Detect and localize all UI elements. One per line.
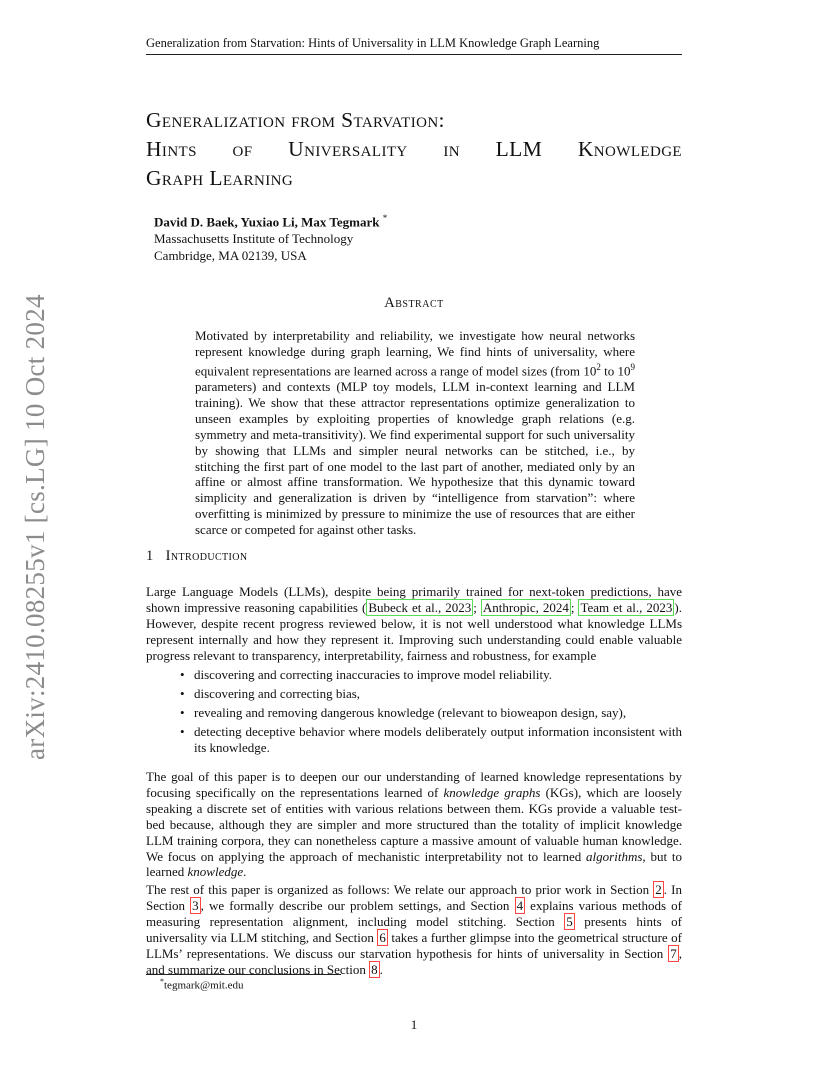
section-ref-link[interactable]: 7 <box>670 945 677 961</box>
text-run: presents hints of universality via LLM stitching, and Section <box>146 913 682 945</box>
footnote-mark: * <box>160 977 164 986</box>
exponent: 9 <box>630 361 635 372</box>
text-run: (KGs), which are loosely speaking a discrete set of entities with various relations between them. KGs provide a valuable test-bed because, although they are simpler and more structured than the totality of implicit knowledge LLM training corpora, they can nonetheless capture a massive amount of valuable human knowledge. We focus on applying the approach of mechanistic interpretability not to learned <box>146 784 683 864</box>
text-run: . <box>379 961 383 977</box>
intro-paragraph-3 <box>146 882 682 977</box>
section-ref-link[interactable]: 2 <box>655 882 662 897</box>
title-line-3: Graph Learning <box>146 166 294 190</box>
abstract-text <box>195 328 635 538</box>
abstract-part: Motivated by interpretability and reliability, we investigate how neural networks represent knowledge during graph learning, We find hints of universality, where equivalent representations are learned across a range of model sizes (from 10 <box>195 328 635 379</box>
page-number: 1 <box>410 1017 418 1032</box>
section-ref-link[interactable]: 4 <box>516 897 524 913</box>
text-run: explains various methods of measuring representation alignment, including model stitching. Section <box>146 897 683 929</box>
section-heading-introduction <box>146 548 248 565</box>
location: Cambridge, MA 02139, USA <box>154 248 307 264</box>
running-header: Generalization from Starvation: Hints of Universality in LLM Knowledge Graph Learning <box>146 36 682 55</box>
text-run: . <box>243 864 247 880</box>
text-run: , we formally describe our problem settings, and Section <box>200 897 515 913</box>
emphasis: knowledge graphs <box>443 784 541 800</box>
abstract-part: parameters) and contexts (MLP toy models, LLM in-context learning and LLM training). We show that these attractor representations optimize generalization to unseen examples by exploiting properties of knowledge graph relations (e.g. symmetry and meta-transitivity). We find experimental support for such universality by showing that LLMs and simpler neural networks can be stitched, i.e., by stitching the first part of one model to the last part of another, mediated only by an affine or almost affine transformation. We hypothesize that this dynamic toward simplicity and generalization is driven by “intelligence from starvation”: where overfitting is minimized by pressure to minimize the use of resources that are either scarce or competed for against other tasks. <box>195 379 635 538</box>
author-footnote-mark[interactable]: * <box>382 213 388 223</box>
text-run: Large Language Models (LLMs), despite being primarily trained for next-token predictions, have shown impressive reasoning capabilities ( <box>146 584 682 615</box>
text-run: , but to learned <box>146 848 682 880</box>
emphasis: algorithms <box>586 848 643 864</box>
list-item: • revealing and removing dangerous knowledge (relevant to bioweapon design, say), <box>180 705 682 721</box>
title-line-1: Generalization from Starvation: <box>146 108 445 132</box>
text-run: The rest of this paper is organized as follows: We relate our approach to prior work in Section <box>146 882 654 897</box>
list-item: • discovering and correcting bias, <box>180 686 682 702</box>
section-number: 1 <box>146 548 154 564</box>
paper-title <box>146 106 682 193</box>
section-ref-link[interactable]: 3 <box>192 897 199 913</box>
section-ref-link[interactable]: 6 <box>379 929 386 945</box>
citation-link[interactable]: Anthropic, 2024 <box>482 599 569 615</box>
text-run: takes a further glimpse into the geometrical structure of LLMs’ representations. We discuss our starvation hypothesis for hints of universality in Section <box>146 929 682 961</box>
section-ref-link[interactable]: 5 <box>566 913 573 929</box>
footnote <box>160 977 243 992</box>
exponent: 2 <box>596 361 601 372</box>
emphasis: knowledge <box>187 864 244 880</box>
text-run: The goal of this paper is to deepen our our understanding of learned knowledge representations by focusing specifically on the representations learned of <box>146 769 682 800</box>
title-line-2: Hints of Universality in LLM Knowledge <box>146 137 682 161</box>
list-item: • detecting deceptive behavior where models deliberately output information inconsistent with its knowledge. <box>180 724 682 756</box>
arxiv-stamp[interactable]: arXiv:2410.08255v1 [cs.LG] 10 Oct 2024 <box>20 294 50 760</box>
intro-paragraph-2 <box>146 769 682 880</box>
citation-link[interactable]: Team et al., 2023 <box>580 599 673 615</box>
footnote-rule <box>146 974 341 975</box>
author-block <box>154 210 387 264</box>
example-list <box>180 667 682 759</box>
section-title: Introduction <box>165 548 248 564</box>
section-ref-link[interactable]: 8 <box>371 961 378 977</box>
abstract-heading: Abstract <box>384 295 444 311</box>
text-run: . In Section <box>146 882 682 913</box>
footnote-email[interactable]: tegmark@mit.edu <box>164 979 244 992</box>
affiliation: Massachusetts Institute of Technology <box>154 231 354 247</box>
list-item: • discovering and correcting inaccuracies to improve model reliability. <box>180 667 682 683</box>
author-names: David D. Baek, Yuxiao Li, Max Tegmark <box>154 214 380 230</box>
text-run: , and summarize our conclusions in Section <box>146 945 682 977</box>
intro-paragraph-1: Large Language Models (LLMs), despite being primarily trained for next-token predictions, have shown impressive reasoning capabilities ( Bubeck et al., 2023 ; Anthropic, 2024 ; Team et al., 2023 ). However, despite recent progress reviewed below, it is not well understood what knowledge LLMs represent internally and how they represent it. Improving such understanding could enable valuable progress relevant to transparency, interpretability, fairness and robustness, for example <box>146 584 682 663</box>
abstract-part: to 10 <box>600 363 631 379</box>
citation-link[interactable]: Bubeck et al., 2023 <box>368 599 472 615</box>
text-run: ). However, despite recent progress reviewed below, it is not well understood what knowledge LLMs represent internally and how they represent it. Improving such understanding could enable valuable progress relevant to transparency, interpretability, fairness and robustness, for example <box>146 599 682 663</box>
